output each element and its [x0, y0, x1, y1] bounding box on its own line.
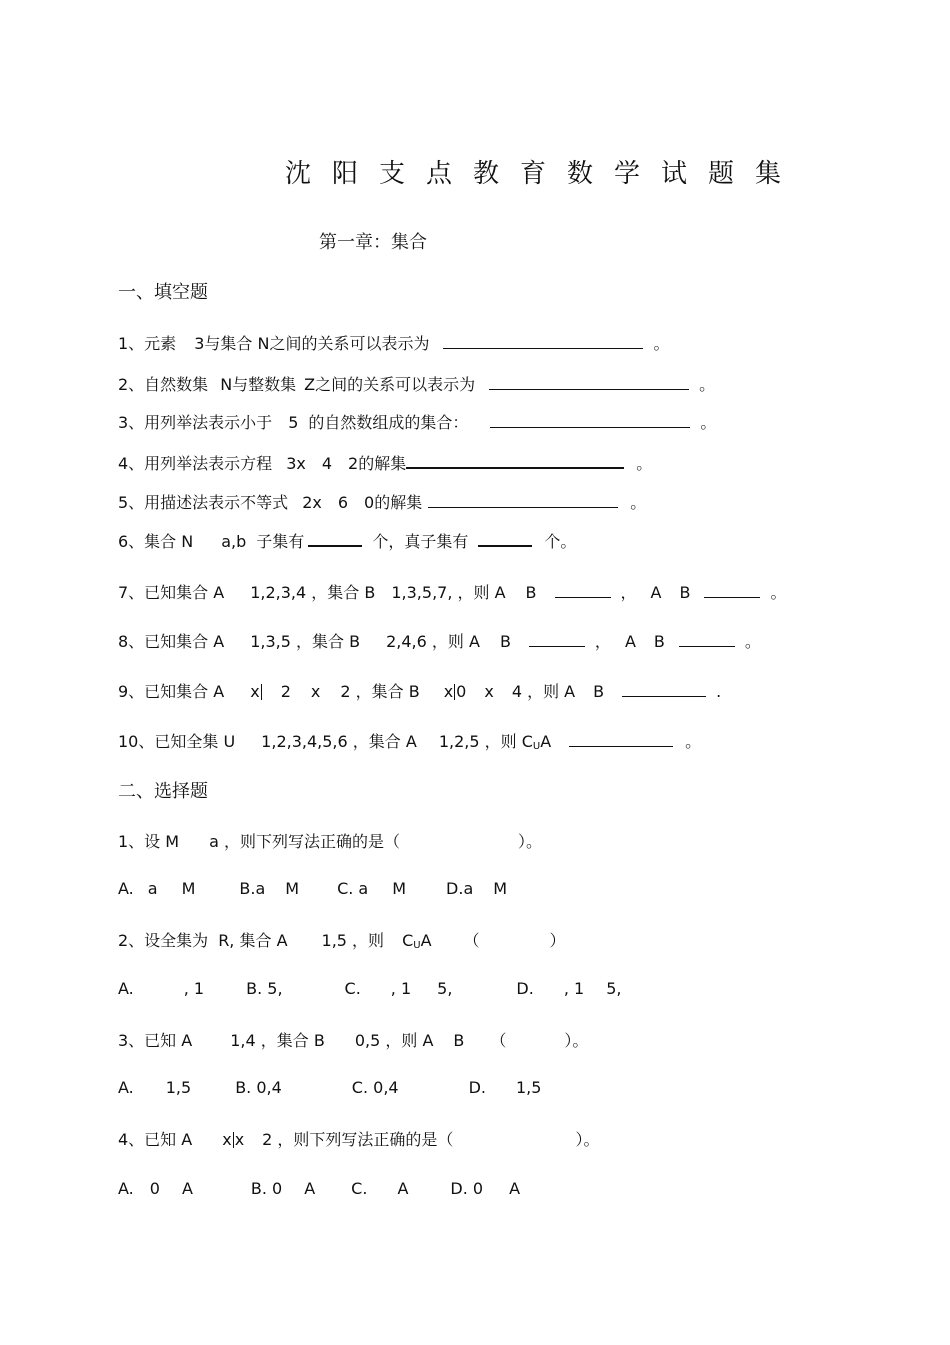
fill-question-5: 5、用描述法表示不等式 2x 6 0的解集 。: [118, 493, 647, 512]
fill-question-2: 2、自然数集 N与整数集 Z之间的关系可以表示为 。: [118, 375, 716, 394]
answer-blank[interactable]: [443, 334, 643, 349]
option-c[interactable]: C. 0,4: [351, 1078, 399, 1097]
page-title: 沈阳支点教育数学试题集: [285, 159, 803, 189]
option-b[interactable]: B.a M: [239, 879, 300, 898]
answer-blank[interactable]: [704, 583, 760, 598]
choice-question-2: 2、设全集为 R, 集合 A 1,5 ，则 $C_UA$ （ ）: [118, 931, 566, 951]
choice-options-4: [118, 1179, 520, 1198]
option-d[interactable]: D. , 1 5,: [516, 979, 622, 998]
option-d[interactable]: D. 1,5: [468, 1078, 542, 1097]
choice-question-3: 3、已知 A 1,4 ，集合 B 0,5 ，则 A B （ ）。: [118, 1031, 589, 1050]
choice-options-1: [118, 879, 507, 898]
answer-blank[interactable]: [555, 583, 611, 598]
option-c[interactable]: C. , 1 5,: [344, 979, 453, 998]
option-d[interactable]: D. 0 A: [450, 1179, 521, 1198]
answer-blank[interactable]: [679, 632, 735, 647]
option-a[interactable]: A. a M: [118, 879, 196, 898]
option-b[interactable]: B. 0 A: [250, 1179, 316, 1198]
section-fill-in-heading: 一、填空题: [118, 282, 208, 303]
answer-blank[interactable]: [490, 413, 690, 428]
answer-blank[interactable]: [529, 632, 585, 647]
fill-question-10: 10、已知全集 U 1,2,3,4,5,6 ，集合 A 1,2,5 ，则 $C_UA$ 。: [118, 732, 702, 752]
option-a[interactable]: A. 1,5: [118, 1078, 192, 1097]
choice-question-1: 1、设 M a ，则下列写法正确的是（ ）。: [118, 832, 542, 851]
answer-blank[interactable]: [478, 531, 532, 547]
fill-question-6: 6、集合 N a,b 子集有 个，真子集有 个。: [118, 532, 577, 551]
fill-question-3: 3、用列举法表示小于 5 的自然数组成的集合： 。: [118, 413, 717, 432]
option-c[interactable]: C. A: [351, 1179, 409, 1198]
option-c[interactable]: C. a M: [337, 879, 407, 898]
fill-question-4: 4、用列举法表示方程 3x 4 2的解集 。: [118, 454, 653, 473]
answer-blank[interactable]: [569, 732, 673, 747]
fill-question-8: 8、已知集合 A 1,3,5 ，集合 B 2,4,6 ，则 A B ， A B 。: [118, 632, 761, 651]
option-a[interactable]: A. 0 A: [118, 1179, 193, 1198]
option-a[interactable]: A. , 1: [118, 979, 205, 998]
choice-options-2: [118, 979, 621, 998]
section-choice-heading: 二、选择题: [118, 781, 208, 802]
fill-question-7: 7、已知集合 A 1,2,3,4 ，集合 B 1,3,5,7, ，则 A B ， A B 。: [118, 583, 787, 602]
option-b[interactable]: B. 0,4: [235, 1078, 282, 1097]
answer-blank[interactable]: [489, 375, 689, 390]
option-b[interactable]: B. 5,: [246, 979, 283, 998]
fill-question-1: 1、元素 3与集合 N之间的关系可以表示为 。: [118, 334, 670, 353]
choice-question-4: 4、已知 A x x 2 ，则下列写法正确的是（ ）。: [118, 1130, 600, 1149]
answer-blank[interactable]: [428, 493, 618, 508]
answer-blank[interactable]: [622, 682, 706, 697]
choice-options-3: [118, 1078, 541, 1097]
answer-blank[interactable]: [308, 531, 362, 547]
chapter-heading: 第一章：集合: [319, 232, 427, 253]
option-d[interactable]: D.a M: [446, 879, 508, 898]
answer-blank[interactable]: [406, 453, 624, 469]
fill-question-9: 9、已知集合 A x 2 x 2 ，集合 B x 0 x 4 ，则 A B .: [118, 682, 722, 701]
